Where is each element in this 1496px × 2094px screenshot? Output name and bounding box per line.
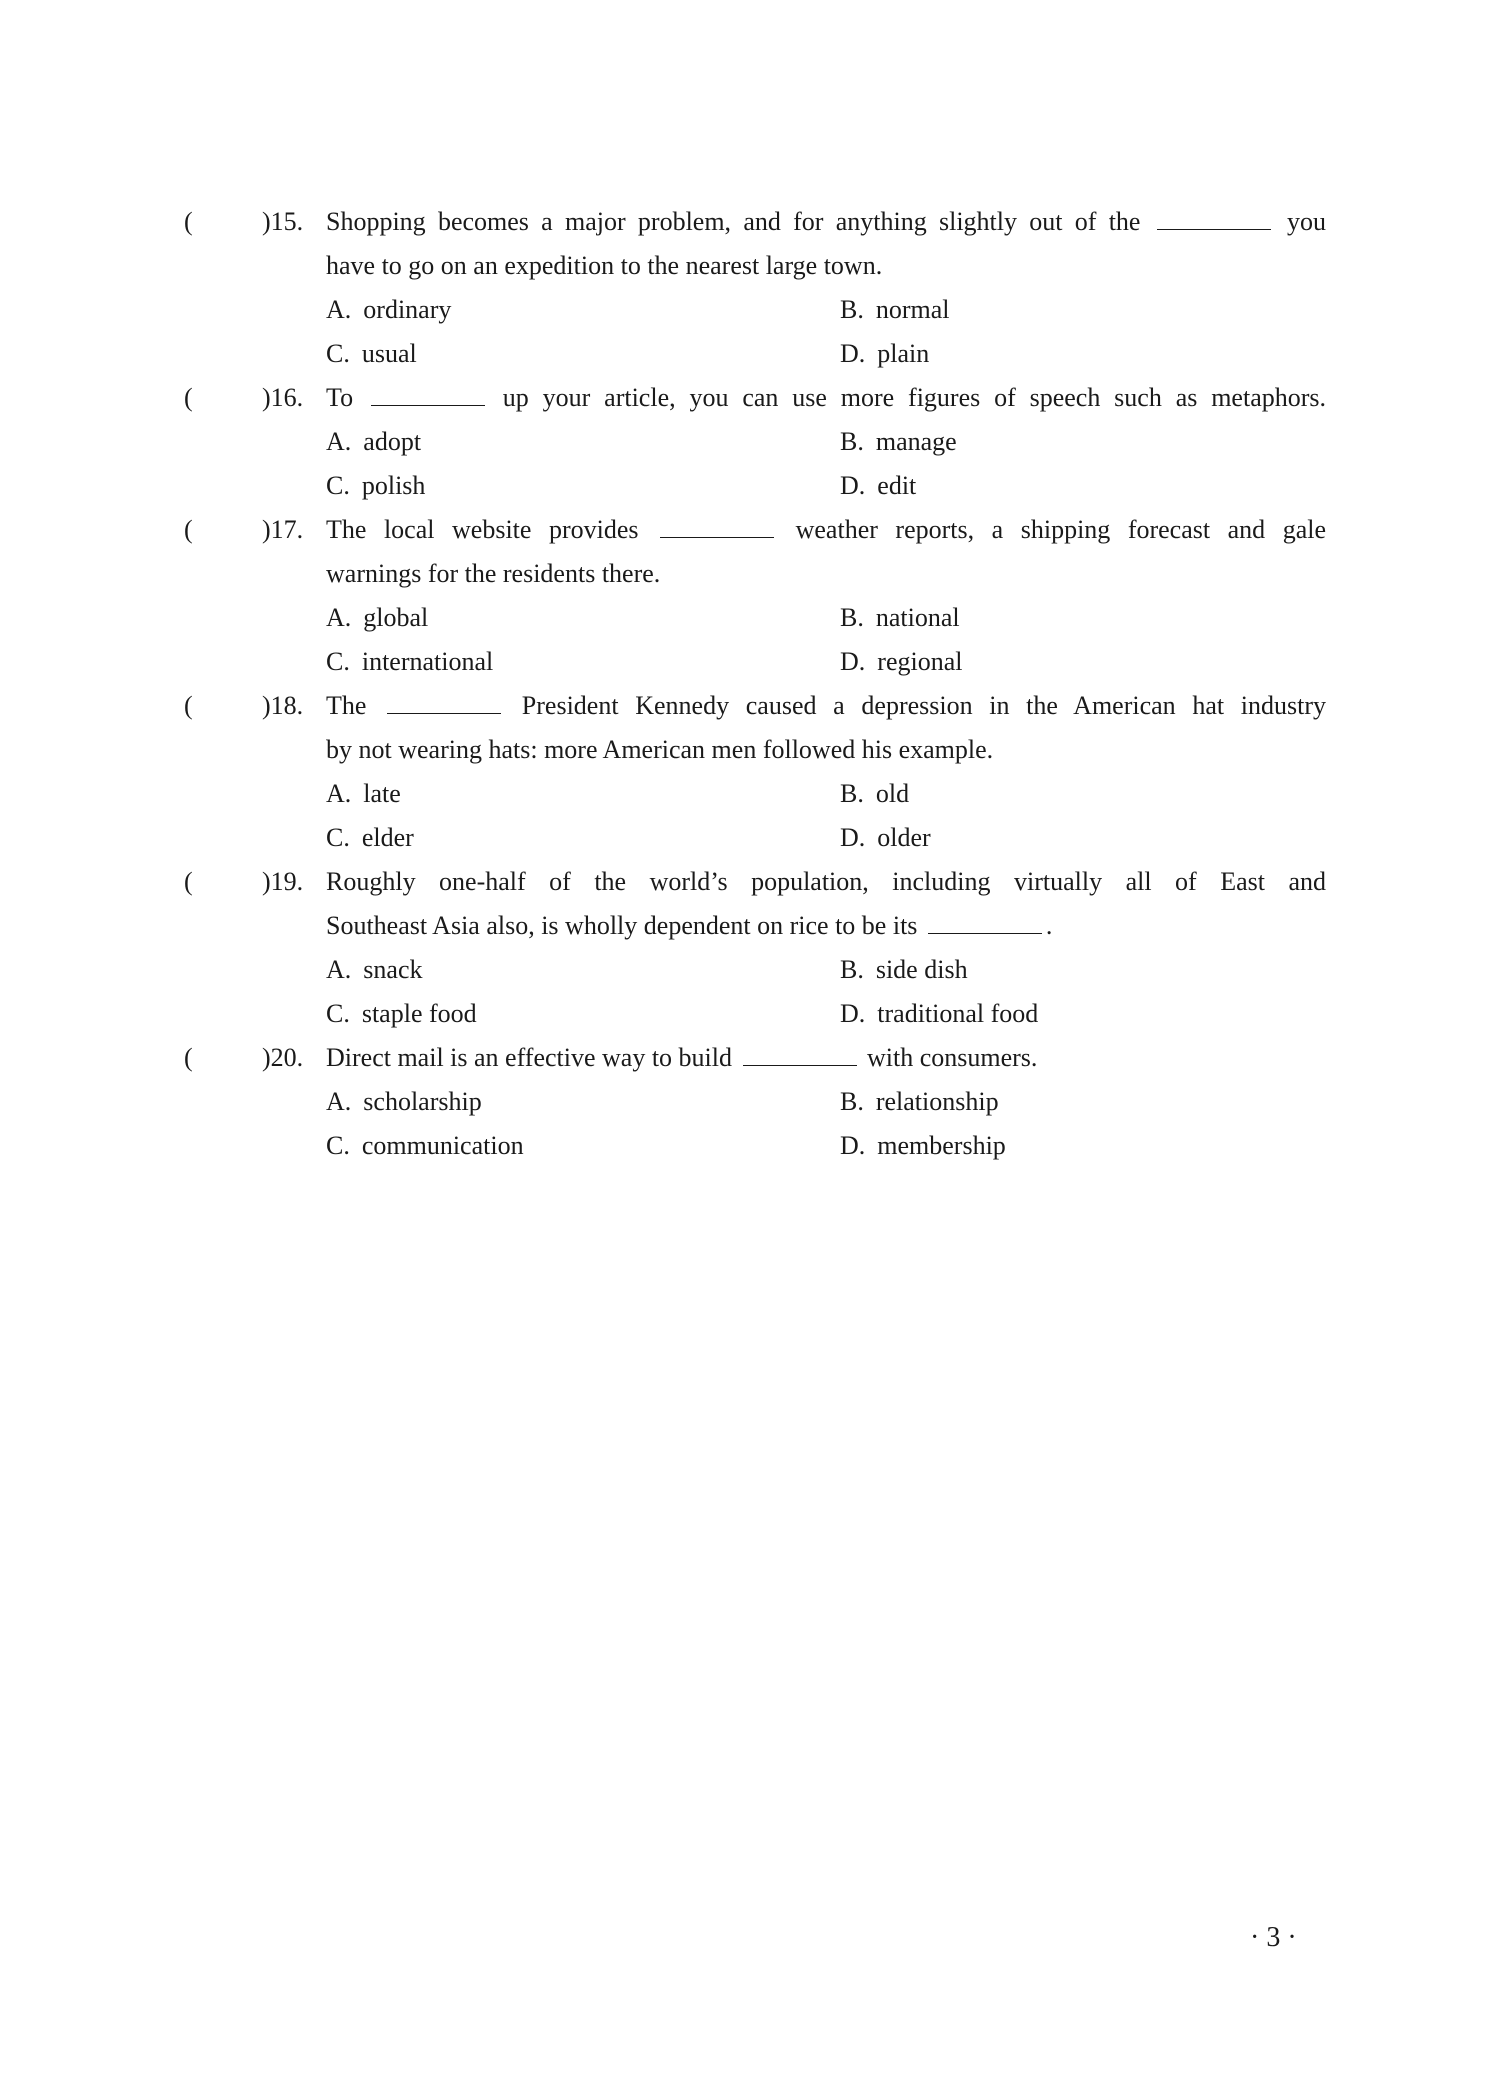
stem-text-before: To [326, 383, 354, 412]
stem-text-before: The [326, 691, 367, 720]
stem-text-before: Direct mail is an effective way to build [326, 1043, 732, 1072]
answer-blank [387, 693, 501, 714]
question-number: )16. [262, 383, 304, 412]
question-stem [326, 376, 1326, 420]
option-a: A. adopt [326, 427, 422, 456]
option-c: C. elder [326, 823, 414, 852]
stem-text-after: up your article, you can use more figures of speech such as metaphors. [502, 383, 1327, 412]
page-number: · 3 · [1250, 1922, 1297, 1953]
question-number: )15. [262, 207, 304, 236]
answer-paren-open: ( [184, 207, 193, 236]
stem-text-line2: warnings for the residents there. [326, 559, 661, 588]
option-c: C. staple food [326, 999, 477, 1028]
option-d: D. plain [840, 339, 930, 368]
stem-text-after: with consumers. [867, 1043, 1038, 1072]
option-b: B. side dish [840, 955, 968, 984]
question-stem [326, 860, 1326, 904]
question-number: )19. [262, 867, 304, 896]
option-c: C. usual [326, 339, 417, 368]
option-d: D. edit [840, 471, 917, 500]
answer-paren-open: ( [184, 867, 193, 896]
question-stem [326, 1036, 1326, 1080]
stem-text-line2: have to go on an expedition to the nearest large town. [326, 251, 883, 280]
answer-paren-open: ( [184, 515, 193, 544]
answer-blank [660, 517, 774, 538]
option-c: C. polish [326, 471, 426, 500]
stem-text-before: Shopping becomes a major problem, and for anything slightly out of the [326, 207, 1141, 236]
stem-line2-before: Southeast Asia also, is wholly dependent on rice to be its [326, 911, 918, 940]
option-a: A. late [326, 779, 401, 808]
option-d: D. regional [840, 647, 963, 676]
stem-text-line2: by not wearing hats: more American men followed his example. [326, 735, 994, 764]
option-a: A. ordinary [326, 295, 452, 324]
stem-text-after: weather reports, a shipping forecast and gale [795, 515, 1327, 544]
answer-blank [1157, 209, 1271, 230]
answer-blank [371, 385, 485, 406]
question-number: )20. [262, 1043, 304, 1072]
question-number: )18. [262, 691, 304, 720]
option-b: B. old [840, 779, 910, 808]
stem-text-after: you [1287, 207, 1327, 236]
question-stem [326, 200, 1326, 244]
answer-paren-open: ( [184, 691, 193, 720]
question-stem [326, 684, 1326, 728]
option-a: A. global [326, 603, 429, 632]
option-b: B. relationship [840, 1087, 999, 1116]
stem-line2-after: . [1045, 911, 1053, 940]
option-d: D. older [840, 823, 931, 852]
stem-text-before: The local website provides [326, 515, 639, 544]
option-d: D. membership [840, 1131, 1006, 1160]
answer-blank [743, 1045, 857, 1066]
option-a: A. scholarship [326, 1087, 482, 1116]
option-d: D. traditional food [840, 999, 1039, 1028]
option-b: B. manage [840, 427, 957, 456]
option-a: A. snack [326, 955, 423, 984]
answer-paren-open: ( [184, 383, 193, 412]
option-c: C. communication [326, 1131, 524, 1160]
stem-text-after: President Kennedy caused a depression in the American hat industry [521, 691, 1327, 720]
stem-text-line2 [326, 904, 1326, 948]
option-c: C. international [326, 647, 494, 676]
option-b: B. national [840, 603, 960, 632]
question-number: )17. [262, 515, 304, 544]
answer-blank [928, 913, 1042, 934]
answer-paren-open: ( [184, 1043, 193, 1072]
option-b: B. normal [840, 295, 950, 324]
question-stem [326, 508, 1326, 552]
stem-text-before: Roughly one-half of the world’s population, including virtually all of East and [326, 867, 1326, 896]
